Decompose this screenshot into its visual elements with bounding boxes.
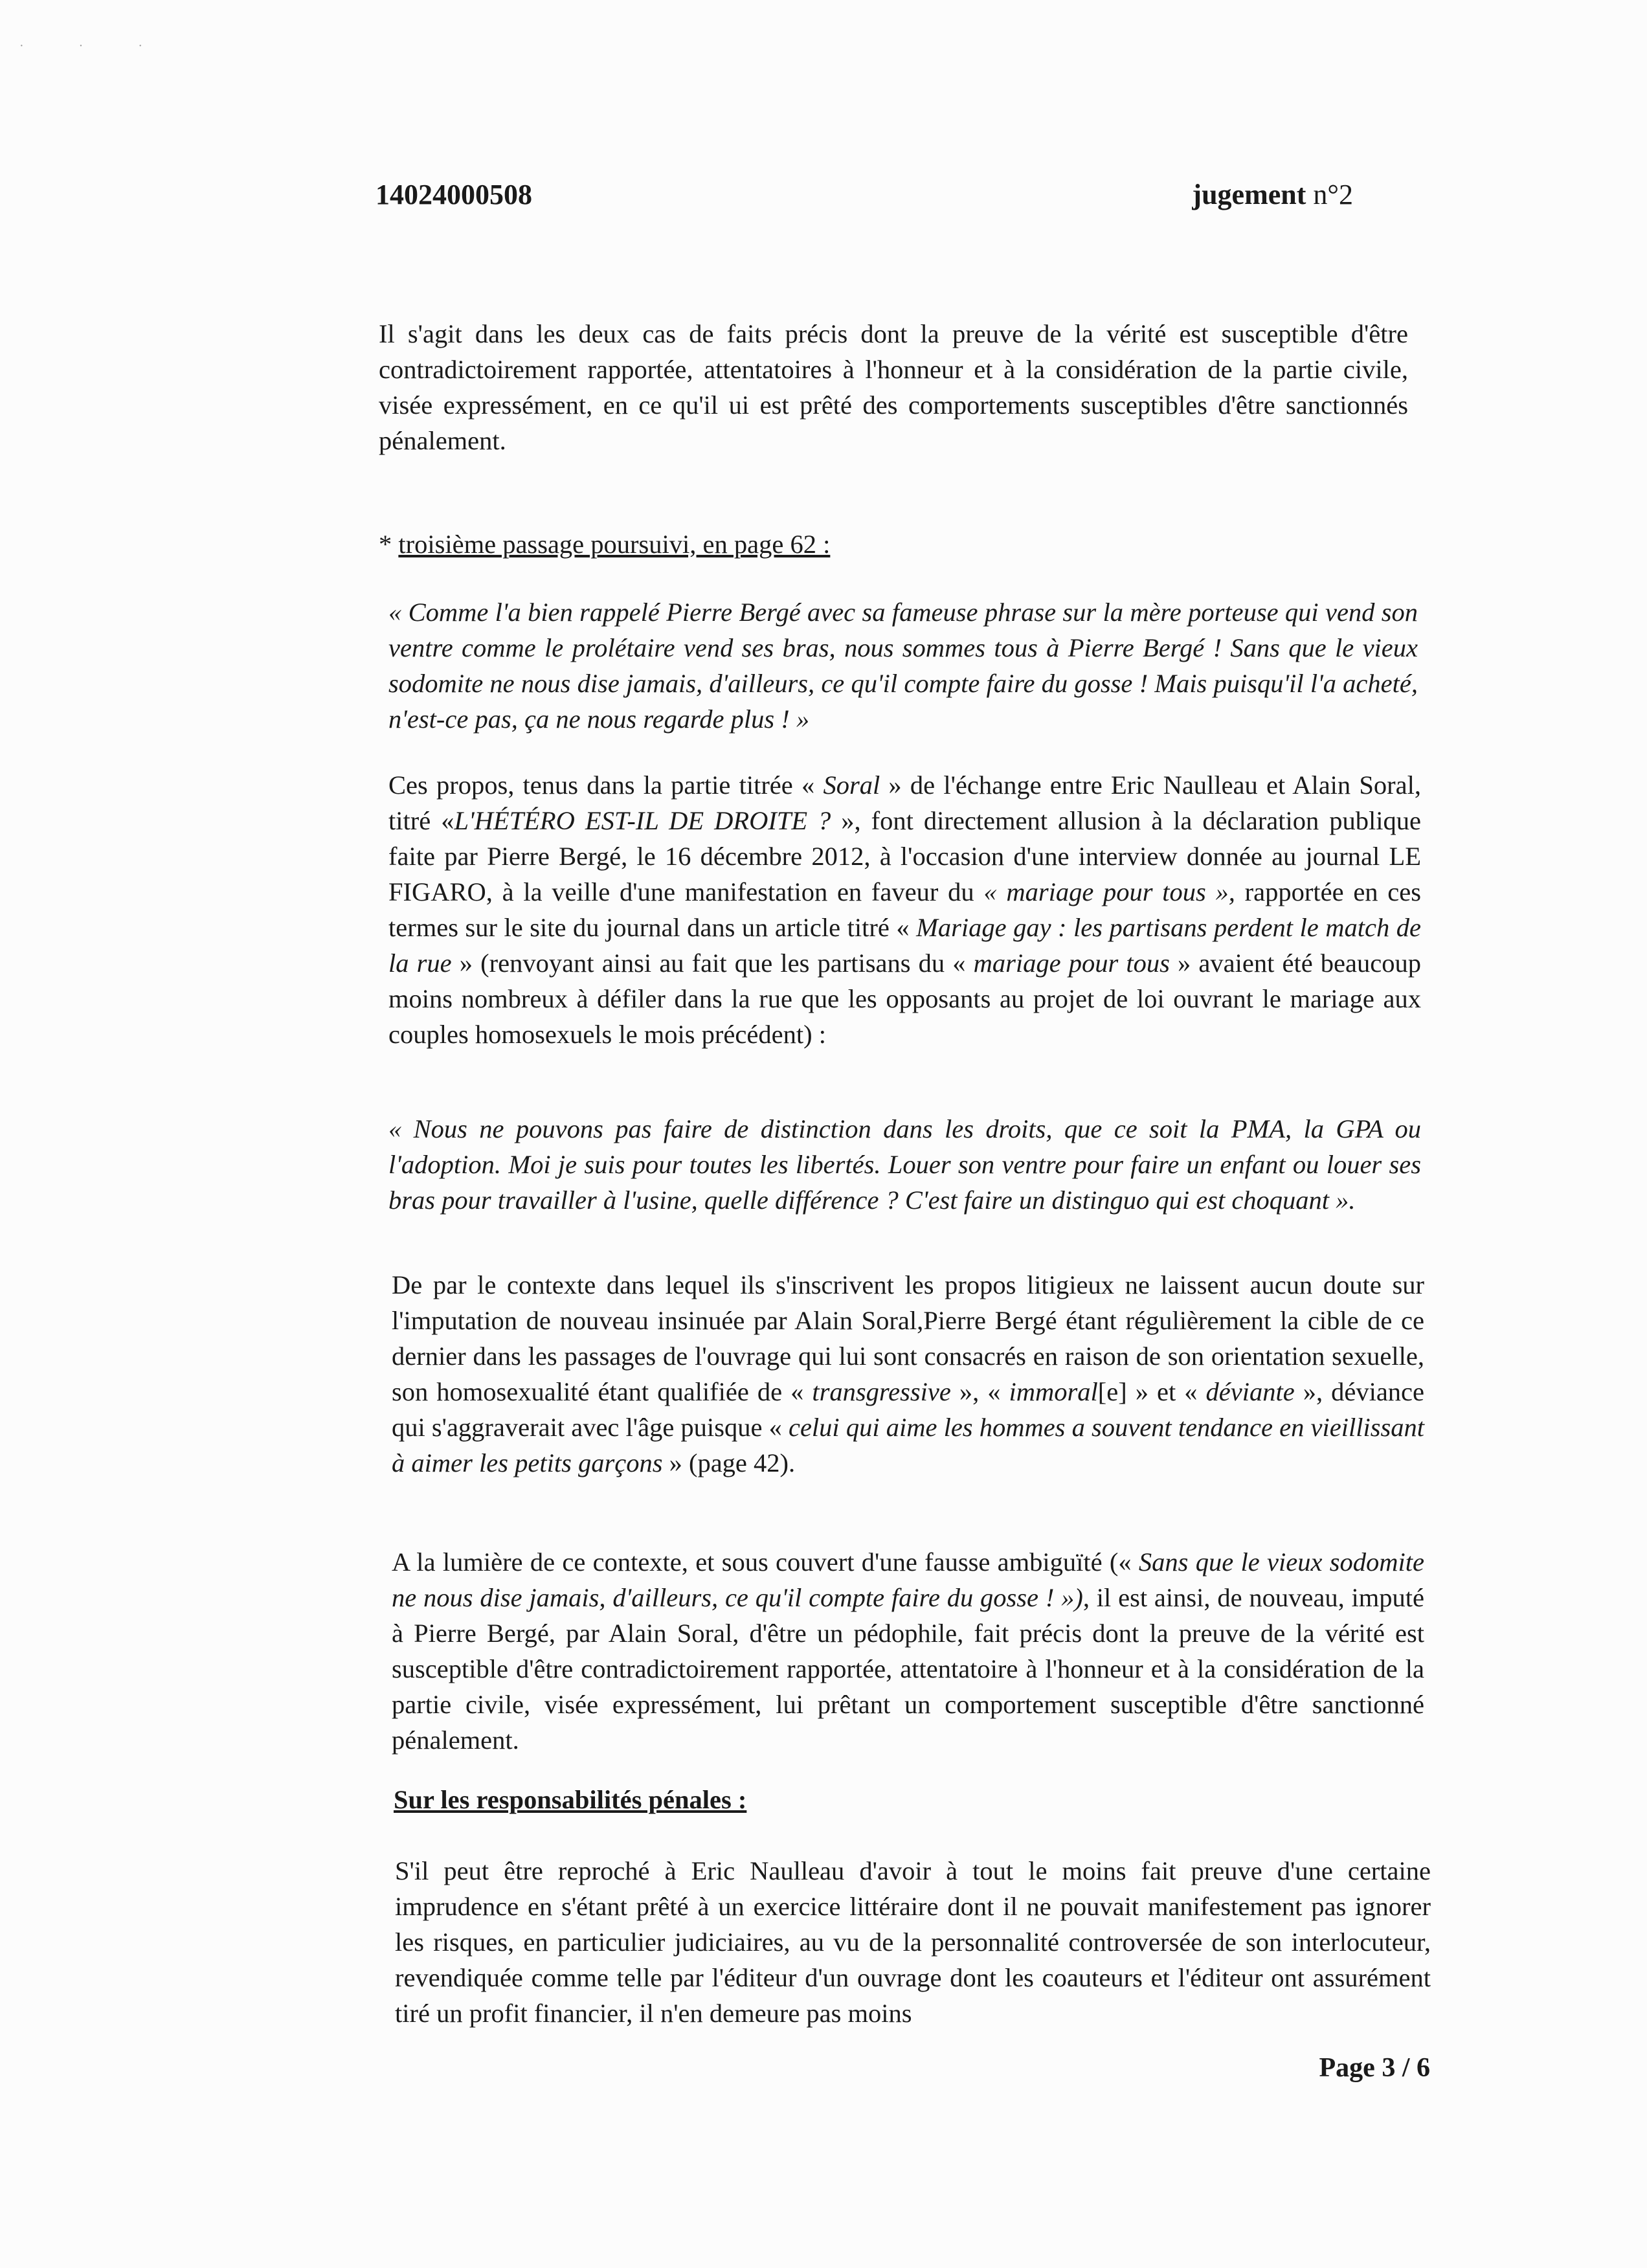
italic-span: Sans que le vieux sodomite ne nous dise jamais, d'ailleurs, ce qu'il compte faire du gosse ! ») xyxy=(392,1547,1424,1612)
text-span: rapportée en ces termes sur le site du journal dans un article titré « xyxy=(388,877,1421,942)
text-span: », « xyxy=(950,1377,1009,1406)
text-span: A la lumière de ce contexte, et sous couvert d'une fausse ambiguïté (« xyxy=(392,1547,1139,1577)
passage-heading xyxy=(379,526,1026,562)
text-span: , il est ainsi, de nouveau, imputé à Pierre Bergé, par Alain Soral, d'être un pédophile, fait précis dont la preuve de la vérité est susceptible d'être contradictoirement rapportée, attentatoire à l'honneur et à la considération de la partie civile, visée expressément, lui prêtant un comportement susceptible d'être sanctionné pénalement. xyxy=(392,1583,1424,1755)
judgment-label: jugement xyxy=(1192,179,1306,210)
passage-heading-text: troisième passage poursuivi, en page 62 : xyxy=(398,530,831,559)
italic-span: transgressive xyxy=(812,1377,951,1406)
italic-span: celui qui aime les hommes a souvent tendance en vieillissant à aimer les petits garçons xyxy=(392,1413,1425,1477)
text-span: » (page 42). xyxy=(662,1448,796,1477)
text-span: De par le contexte dans lequel ils s'inscrivent les propos litigieux ne laissent aucun doute sur l'imputation de nouveau insinuée par Alain Soral,Pierre Bergé étant régulièrement la cible de ce dernier dans les passages de l'ouvrage qui lui sont consacrés en raison de son orientation sexuelle, son homosexualité étant qualifiée de « xyxy=(392,1270,1424,1406)
judgment-number xyxy=(1192,178,1353,211)
scan-noise: · · · xyxy=(19,39,168,53)
quote-2: « Nous ne pouvons pas faire de distinction dans les droits, que ce soit la PMA, la GPA ou l'adoption. Moi je suis pour toutes les libertés. Louer son ventre pour faire un enfant ou louer ses bras pour travailler à l'usine, quelle différence ? C'est faire un distinguo qui est choquant ». xyxy=(388,1114,1421,1215)
case-number: 14024000508 xyxy=(375,179,532,210)
italic-span: L'HÉTÉRO EST-IL DE DROITE ? xyxy=(454,806,831,835)
page-number: Page 3 / 6 xyxy=(1319,2053,1430,2083)
text-span: Ces propos, tenus dans la partie titrée « xyxy=(388,770,824,800)
italic-span: Mariage gay : les partisans perdent le match de la rue xyxy=(388,913,1422,978)
italic-span: mariage pour tous xyxy=(973,949,1170,978)
judgment-num: n°2 xyxy=(1313,179,1353,210)
paragraph-4 xyxy=(392,1267,1424,1481)
paragraph-6: S'il peut être reproché à Eric Naulleau d'avoir à tout le moins fait preuve d'une certaine imprudence en s'étant prêté à un exercice littéraire dont il ne pouvait manifestement pas ignorer les risques, en particulier judiciaires, au vu de la personnalité controversée de son interlocuteur, revendiquée comme telle par l'éditeur d'un ouvrage dont les coauteurs et l'éditeur ont assurément tiré un profit financier, il n'en demeure pas moins xyxy=(395,1856,1431,2028)
text-span: » de l'échange entre Eric Naulleau et Alain Soral, titré « xyxy=(388,770,1422,835)
italic-span: immoral xyxy=(1009,1377,1098,1406)
paragraph-3 xyxy=(388,767,1421,1052)
text-span: [e] » et « xyxy=(1097,1377,1206,1406)
passage-bullet: * xyxy=(379,530,399,559)
text-span: », déviance qui s'aggraverait avec l'âge puisque « xyxy=(392,1377,1425,1442)
paragraph-5 xyxy=(392,1544,1424,1758)
quote-1: « Comme l'a bien rappelé Pierre Bergé avec sa fameuse phrase sur la mère porteuse qui vend son ventre comme le prolétaire vend ses bras, nous sommes tous à Pierre Bergé ! Sans que le vieux sodomite ne nous dise jamais, d'ailleurs, ce qu'il compte faire du gosse ! Mais puisqu'il l'a acheté, n'est-ce pas, ça ne nous regarde plus ! » xyxy=(388,598,1418,734)
italic-span: Soral xyxy=(823,770,880,800)
text-span: » (renvoyant ainsi au fait que les partisans du « xyxy=(451,949,974,978)
italic-span: « mariage pour tous », xyxy=(983,877,1235,906)
paragraph-1: Il s'agit dans les deux cas de faits précis dont la preuve de la vérité est susceptible d'être contradictoirement rapportée, attentatoires à l'honneur et à la considération de la partie civile, visée expressément, en ce qu'il ui est prêté des comportements susceptibles d'être sanctionnés pénalement. xyxy=(379,319,1408,455)
text-span: » avaient été beaucoup moins nombreux à défiler dans la rue que les opposants au projet de loi ouvrant le mariage aux couples homosexuels le mois précédent) : xyxy=(388,949,1421,1049)
italic-span: déviante xyxy=(1205,1377,1295,1406)
section-heading: Sur les responsabilités pénales : xyxy=(394,1785,747,1814)
text-span: », font directement allusion à la déclaration publique faite par Pierre Bergé, le 16 décembre 2012, à l'occasion d'une interview donnée au journal LE FIGARO, à la veille d'une manifestation en faveur du xyxy=(388,806,1421,906)
